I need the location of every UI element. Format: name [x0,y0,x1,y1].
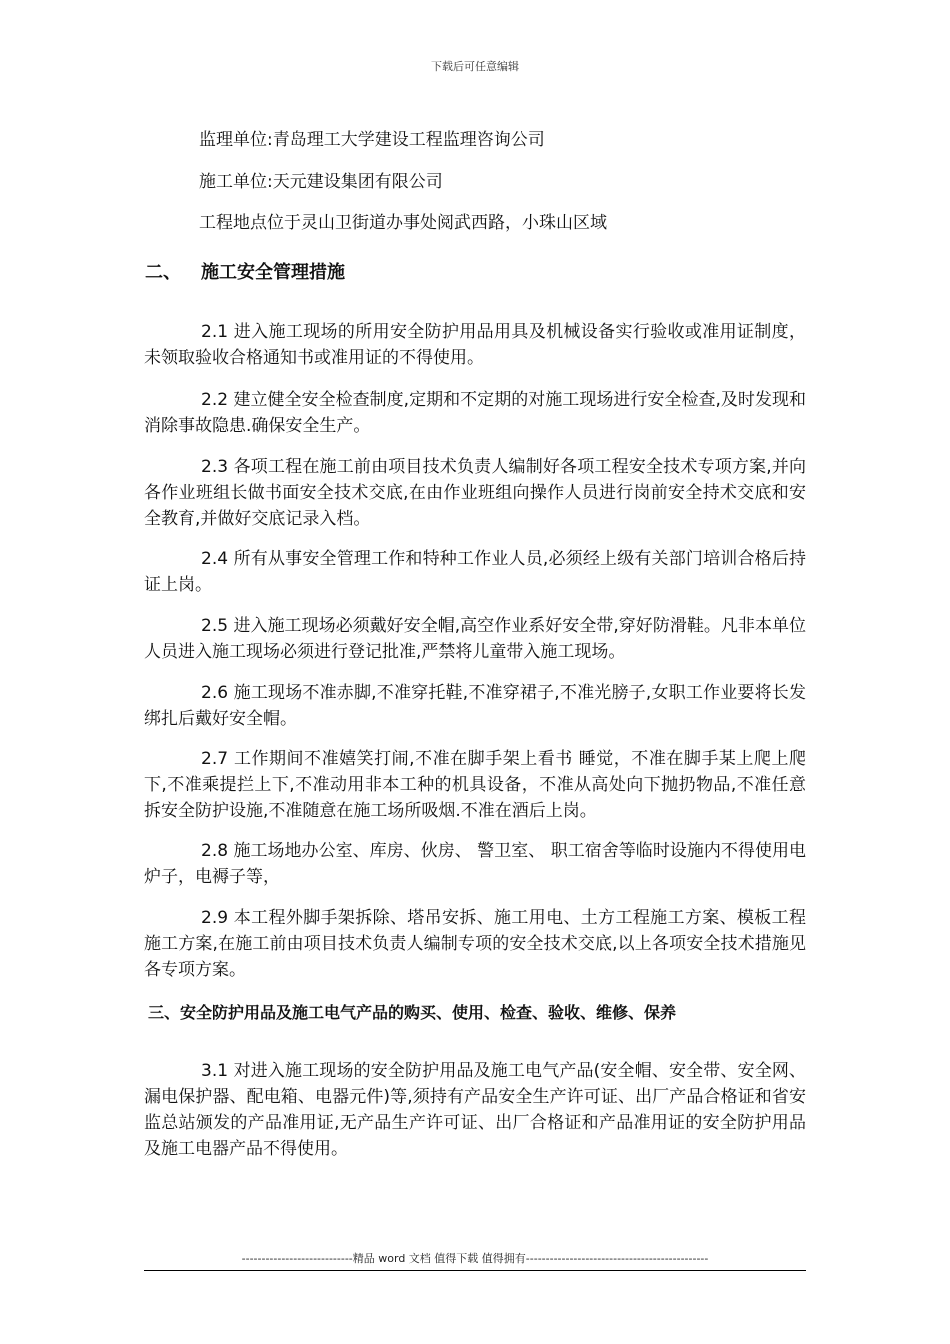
paragraph-2-6: 2.6 施工现场不准赤脚,不准穿托鞋,不准穿裙子,不准光膀子,女职工作业要将长发绑扎后戴好安全帽。 [144,683,806,729]
paragraph-2-1: 2.1 进入施工现场的所用安全防护用品用具及机械设备实行验收或准用证制度，未领取验收合格通知书或准用证的不得使用。 [144,322,806,368]
footer-rule [144,1270,806,1271]
project-location-line: 工程地点位于灵山卫街道办事处阅武西路，小珠山区域 [199,213,607,233]
paragraph-2-2: 2.2 建立健全安全检查制度,定期和不定期的对施工现场进行安全检查,及时发现和消除事故隐患.确保安全生产。 [144,390,806,436]
paragraph-2-3: 2.3 各项工程在施工前由项目技术负责人编制好各项工程安全技术专项方案,并向各作业班组长做书面安全技术交底,在由作业班组向操作人员进行岗前安全持术交底和安全教育,并做好交底记录入档。 [144,457,806,529]
paragraph-3-1: 3.1 对进入施工现场的安全防护用品及施工电气产品(安全帽、安全带、安全网、漏电保护器、配电箱、电器元件)等,须持有产品安全生产许可证、出厂产品合格证和省安监总站颁发的产品准用证,无产品生产许可证、出厂合格证和产品准用证的安全防护用品及施工电器产品不得使用。 [144,1061,806,1159]
paragraph-2-4: 2.4 所有从事安全管理工作和特种工作业人员,必须经上级有关部门培训合格后持证上岗。 [144,549,806,595]
contractor-unit-line: 施工单位:天元建设集团有限公司 [199,172,443,192]
page-header-note: 下载后可任意编辑 [431,60,519,73]
section-2-number: 二、 [145,262,181,283]
footer-text: ----------------------------精品 word 文档 值得下载 值得拥有---------------------------------------------- [241,1252,709,1265]
paragraph-2-9: 2.9 本工程外脚手架拆除、塔吊安拆、施工用电、土方工程施工方案、模板工程施工方案,在施工前由项目技术负责人编制专项的安全技术交底,以上各项安全技术措施见各专项方案。 [144,908,806,980]
supervisor-unit-line: 监理单位:青岛理工大学建设工程监理咨询公司 [199,130,545,150]
section-2-heading [145,258,345,284]
paragraph-2-5: 2.5 进入施工现场必须戴好安全帽,高空作业系好安全带,穿好防滑鞋。凡非本单位人员进入施工现场必须进行登记批准,严禁将儿童带入施工现场。 [144,616,806,662]
section-3-heading: 三、安全防护用品及施工电气产品的购买、使用、检查、验收、维修、保养 [148,1003,677,1022]
paragraph-2-8: 2.8 施工场地办公室、库房、伙房、 警卫室、 职工宿舍等临时设施内不得使用电炉子，电褥子等， [144,841,806,887]
section-2-title: 施工安全管理措施 [201,262,345,283]
paragraph-2-7: 2.7 工作期间不准嬉笑打闹,不准在脚手架上看书 睡觉，不准在脚手某上爬上爬下,不准乘提拦上下,不准动用非本工种的机具设备，不准从高处向下抛扔物品,不准任意拆安全防护设施,不准随意在施工场所吸烟.不准在酒后上岗。 [144,749,806,821]
